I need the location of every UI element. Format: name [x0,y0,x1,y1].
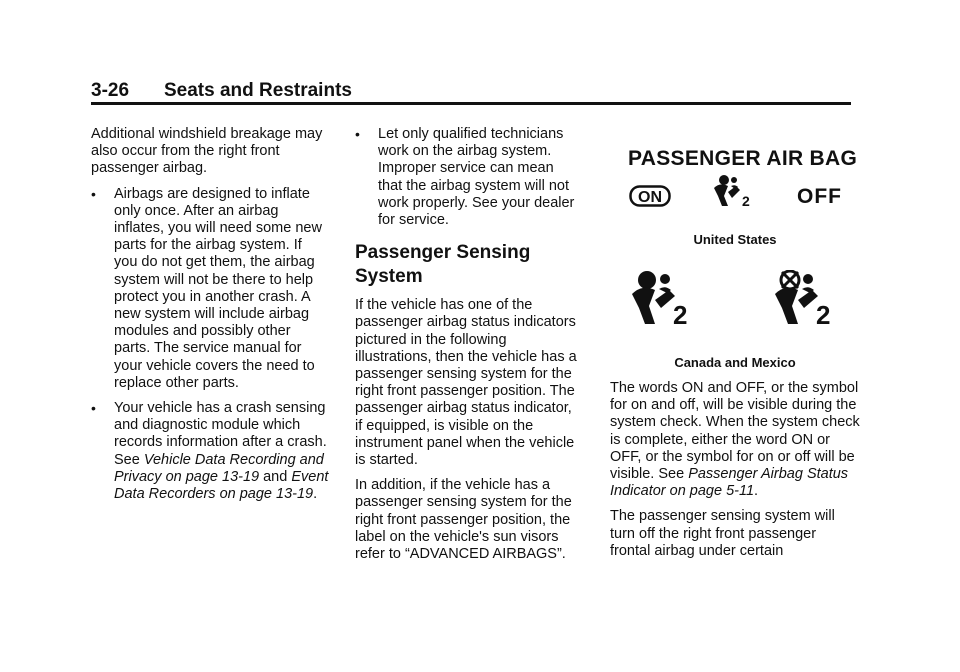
bullet-text: Let only qualified technicians work on the airbag system. Improper service can mean that the airbag system will not work properly. See your dealer for service. [378,126,575,229]
on-label: ON [638,189,662,206]
svg-text:2: 2 [816,300,831,328]
bullet-text: and [259,468,292,485]
paragraph: The passenger sensing system will turn off the right front passenger frontal airbag under certain [610,508,835,559]
page-number: 3-26 [91,80,130,101]
svg-text:2: 2 [673,300,688,328]
paragraph [610,380,860,500]
paragraph-text: The words ON and OFF, or the symbol for on and off, will be visible during the system check. When the system check is complete, either the word ON or OFF, or the symbol for on or off will be visible. See [610,380,860,483]
figure-caption-us: United States [693,232,777,247]
passenger-airbag-off-icon [770,270,836,333]
paragraph: If the vehicle has one of the passenger airbag status indicators pictured in the following illustrations, then the vehicle has a passenger sensing system for the right front passenger position. The passenger airbag status indicator, if equipped, is visible on the instrument panel when the vehicle is started. [355,297,577,469]
cross-reference-link[interactable]: Passenger Airbag Status Indicator on page 5-11 [610,466,849,500]
svg-text:2: 2 [742,193,750,209]
cross-reference-link[interactable]: Event Data Recorders on page 13-19 [114,468,329,503]
column-3-text [610,380,860,568]
paragraph: In addition, if the vehicle has a passenger sensing system for the right front passenger position, the label on the vehicle's sun visors refer to “ADVANCED AIRBAGS”. [355,477,572,563]
passenger-airbag-on-icon [627,270,693,333]
bullet-text: . [313,486,318,503]
paragraph-text: . [754,483,759,500]
bullet-item [91,186,329,392]
figure-title: PASSENGER AIR BAG [628,147,858,170]
cross-reference-link[interactable]: Vehicle Data Recording and Privacy on page 13-19 [114,451,324,485]
bullet-icon: • [91,185,96,202]
bullet-icon: • [91,400,96,417]
section-title: Seats and Restraints [164,80,352,101]
column-1 [91,126,329,511]
paragraph: Additional windshield breakage may also occur from the right front passenger airbag. [91,126,323,177]
section-heading: Passenger Sensing System [355,242,531,288]
header-rule [91,102,851,105]
off-label: OFF [797,185,842,208]
bullet-icon: • [355,126,360,142]
bullet-item [91,400,329,503]
on-indicator [629,185,671,207]
figure-caption-canada-mexico: Canada and Mexico [674,355,796,370]
bullet-item [355,126,580,229]
bullet-text: Your vehicle has a crash sensing and diagnostic module which records information after a crash. See [114,400,327,468]
bullet-text: Airbags are designed to inflate only once. After an airbag inflates, you will need some new parts for the airbag system. If you do not get them, the airbag system will not be there to help protect you in another crash. A new system will include airbag modules and possibly other parts. The service manual for your vehicle covers the need to replace other parts. [114,185,322,391]
passenger-airbag-small-icon [710,174,754,215]
column-2 [355,126,580,571]
